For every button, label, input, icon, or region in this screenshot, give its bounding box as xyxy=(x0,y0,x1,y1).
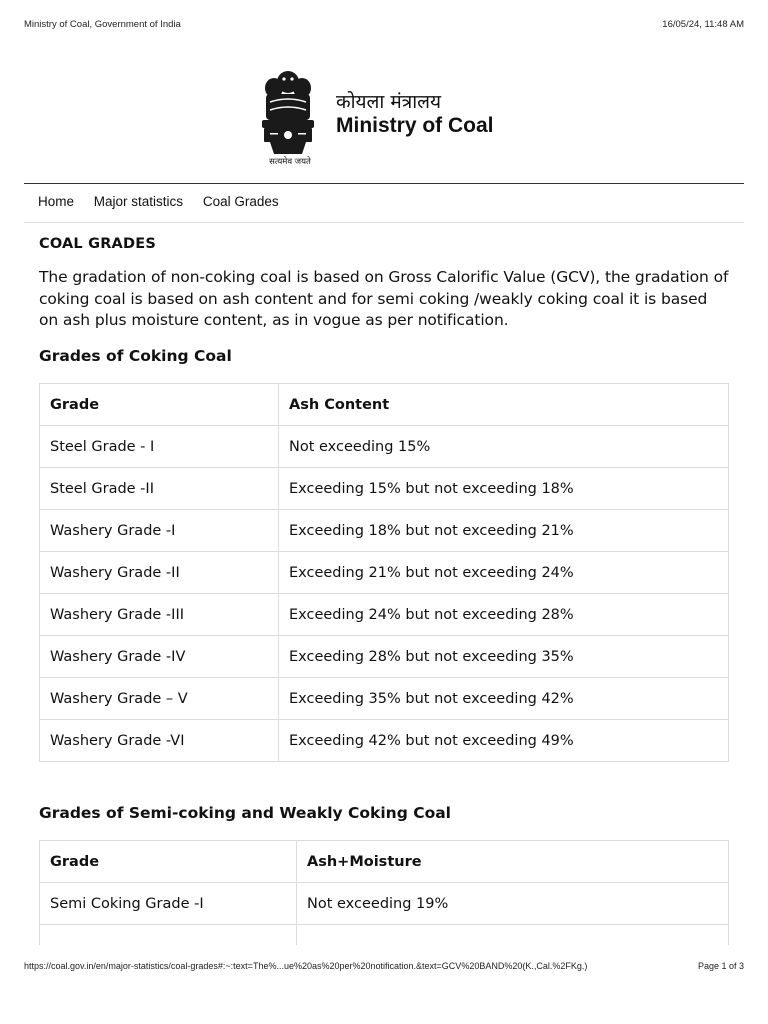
print-footer xyxy=(24,961,744,975)
brand-name-english: Ministry of Coal xyxy=(336,114,494,137)
table-row xyxy=(40,552,729,594)
ash-content-cell: Exceeding 15% but not exceeding 18% xyxy=(279,468,729,510)
column-header-grade: Grade xyxy=(40,384,279,426)
grade-cell xyxy=(40,925,297,946)
nav-item-coal-grades[interactable]: Coal Grades xyxy=(202,194,279,209)
grade-cell: Washery Grade – V xyxy=(40,678,279,720)
ash-content-cell: Exceeding 35% but not exceeding 42% xyxy=(279,678,729,720)
table-header-row xyxy=(40,384,729,426)
table-row xyxy=(40,468,729,510)
main-content xyxy=(39,236,729,912)
grade-cell: Semi Coking Grade -I xyxy=(40,883,297,925)
coking-coal-section-title: Grades of Coking Coal xyxy=(39,347,232,365)
nav-divider xyxy=(24,222,744,223)
table-row xyxy=(40,636,729,678)
table-row xyxy=(40,678,729,720)
ash-content-cell: Exceeding 42% but not exceeding 49% xyxy=(279,720,729,762)
grade-cell: Washery Grade -II xyxy=(40,552,279,594)
table-row xyxy=(40,510,729,552)
column-header-ash-content: Ash Content xyxy=(279,384,729,426)
grade-cell: Steel Grade -II xyxy=(40,468,279,510)
print-header xyxy=(24,19,744,33)
nav-item-home[interactable]: Home xyxy=(38,194,75,209)
ash-moisture-cell xyxy=(297,925,729,946)
grade-cell: Washery Grade -IV xyxy=(40,636,279,678)
grade-cell: Washery Grade -VI xyxy=(40,720,279,762)
table-row xyxy=(40,426,729,468)
table-row-continued xyxy=(40,925,729,946)
grade-cell: Washery Grade -III xyxy=(40,594,279,636)
print-header-timestamp: 16/05/24, 11:48 AM xyxy=(662,19,744,30)
semi-coking-coal-table xyxy=(39,840,729,945)
brand-name-hindi: कोयला मंत्रालय xyxy=(336,91,442,113)
coking-coal-table xyxy=(39,383,729,762)
ash-content-cell: Exceeding 18% but not exceeding 21% xyxy=(279,510,729,552)
table-row xyxy=(40,594,729,636)
semi-coking-section-title: Grades of Semi-coking and Weakly Coking Coal xyxy=(39,804,451,822)
column-header-grade: Grade xyxy=(40,841,297,883)
print-footer-page-number: Page 1 of 3 xyxy=(697,961,744,971)
intro-paragraph: The gradation of non-coking coal is based on Gross Calorific Value (GCV), the gradation of coking coal is based on ash content and for semi coking /weakly coking coal it is based on ash plus moisture content, as in vogue as per notification. xyxy=(39,268,729,330)
ash-moisture-cell: Not exceeding 19% xyxy=(297,883,729,925)
column-header-ash-moisture: Ash+Moisture xyxy=(297,841,729,883)
ash-content-cell: Exceeding 21% but not exceeding 24% xyxy=(279,552,729,594)
print-header-title: Ministry of Coal, Government of India xyxy=(24,19,181,30)
grade-cell: Steel Grade - I xyxy=(40,426,279,468)
emblem-motto: सत्यमेव जयते xyxy=(269,157,311,167)
ash-content-cell: Exceeding 24% but not exceeding 28% xyxy=(279,594,729,636)
table-header-row xyxy=(40,841,729,883)
table-row xyxy=(40,883,729,925)
ash-content-cell: Exceeding 28% but not exceeding 35% xyxy=(279,636,729,678)
grade-cell: Washery Grade -I xyxy=(40,510,279,552)
site-branding[interactable] xyxy=(256,66,556,172)
table-row xyxy=(40,720,729,762)
breadcrumb xyxy=(38,194,744,214)
print-footer-url: https://coal.gov.in/en/major-statistics/coal-grades#:~:text=The%...ue%20as%20per%20notification.&text=GCV%20BAND%20(K.,Cal.%2FKg.) xyxy=(24,961,588,971)
page-title: COAL GRADES xyxy=(39,236,156,252)
nav-item-major-statistics[interactable]: Major statistics xyxy=(93,194,184,209)
header-divider xyxy=(24,183,744,184)
ash-content-cell: Not exceeding 15% xyxy=(279,426,729,468)
